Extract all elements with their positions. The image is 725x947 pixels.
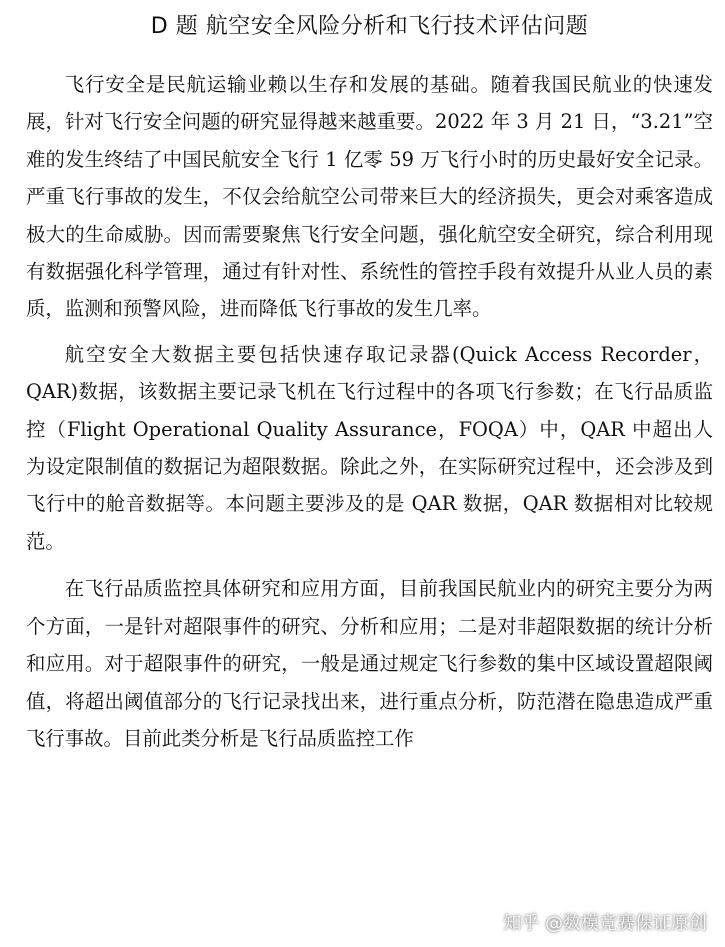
watermark-text: 知乎 @数模竞赛保证原创 <box>503 913 707 934</box>
paragraph-intro: 飞行安全是民航运输业赖以生存和发展的基础。随着我国民航业的快速发展，针对飞行安全问题的研究显得越来越重要。2022 年 3 月 21 日，“3.21”空难的发生终结了中国民航安全飞行 1 亿零 59 万飞行小时的历史最好安全记录。严重飞行事故的发生，不仅会给航空公司带来巨大的经济损失，更会对乘客造成极大的生命威胁。因而需要聚焦飞行安全问题，强化航空安全研究，综合利用现有数据强化科学管理，通过有针对性、系统性的管控手段有效提升从业人员的素质，监测和预警风险，进而降低飞行事故的发生几率。 <box>26 73 713 321</box>
zhihu-watermark <box>499 907 711 937</box>
document-title: D 题 航空安全风险分析和飞行技术评估问题 <box>150 14 589 39</box>
paragraph-foqa-research: 在飞行品质监控具体研究和应用方面，目前我国民航业内的研究主要分为两个方面，一是针对超限事件的研究、分析和应用；二是对非超限数据的统计分析和应用。对于超限事件的研究，一般是通过规定飞行参数的集中区域设置超限阈值，将超出阈值部分的飞行记录找出来，进行重点分析，防范潜在隐患造成严重飞行事故。目前此类分析是飞行品质监控工作 <box>26 577 713 750</box>
paragraph-qar-data: 航空安全大数据主要包括快速存取记录器(Quick Access Recorder，QAR)数据，该数据主要记录飞机在飞行过程中的各项飞行参数；在飞行品质监控（Flight Operational Quality Assurance，FOQA）中，QAR 中超出人为设定限制值的数据记为超限数据。除此之外，在实际研究过程中，还会涉及到飞行中的舱音数据等。本问题主要涉及的是 QAR 数据，QAR 数据相对比较规范。 <box>26 342 713 553</box>
